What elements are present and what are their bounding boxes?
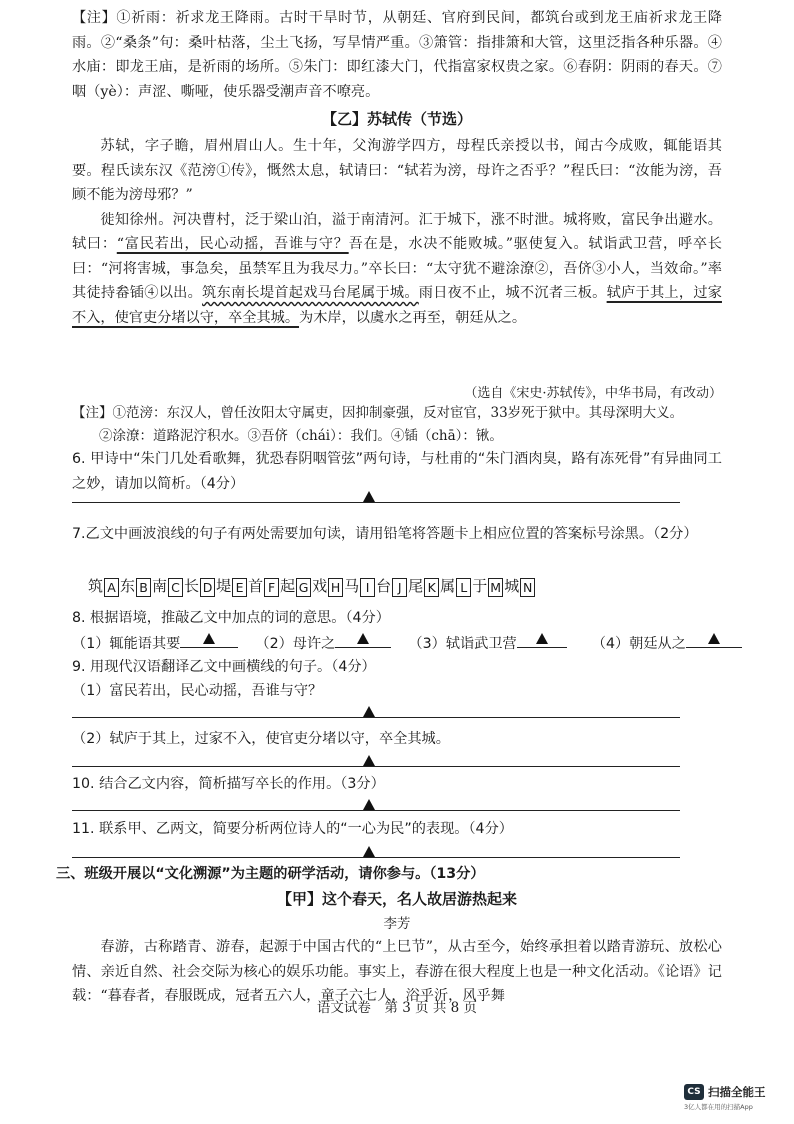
title-yi: 【乙】苏轼传（节选）	[321, 110, 472, 128]
question-8: 8. 根据语境，推敲乙文中加点的词的意思。（4分）	[72, 610, 390, 626]
note-block-1	[72, 6, 722, 104]
note-block-2	[72, 402, 722, 448]
question-10: 10. 结合乙文内容，简析描写卒长的作用。（3分）	[72, 776, 385, 792]
answer-line-10[interactable]	[72, 810, 680, 811]
q7-char: 南	[152, 577, 168, 595]
q8-item-1: （1）辄能语其要	[72, 636, 181, 652]
passage-jia-p1: 春游，古称踏青、游春，起源于中国古代的“上巳节”，从古至今，始终承担着以踏青游玩、放松心情、亲近自然、社会交际为核心的娱乐功能。事实上，春游在很大程度上也是一种文化活动。《论语》记载：“暮春者，春服既成，冠者五六人，童子六七人，浴乎沂，风乎舞	[72, 939, 722, 1004]
q8-items	[72, 632, 722, 657]
q7-option-box-b[interactable]: B	[136, 578, 151, 597]
q7-char: 戏	[312, 577, 328, 595]
q7-char: 堤	[216, 577, 232, 595]
answer-line-9-2[interactable]	[72, 766, 680, 767]
triangle-marker-icon	[536, 633, 548, 644]
q7-option-box-g[interactable]: G	[296, 578, 311, 597]
cs-logo-icon: CS	[684, 1084, 704, 1100]
q7-option-box-m[interactable]: M	[488, 578, 503, 597]
q7-option-box-i[interactable]: I	[360, 578, 375, 597]
answer-line-11[interactable]	[72, 857, 680, 858]
q8-blank-2[interactable]	[335, 647, 391, 648]
q8-blank-1[interactable]	[180, 647, 238, 648]
q7-char: 筑	[88, 577, 104, 595]
scanner-watermark	[684, 1084, 766, 1100]
q8-item-3: （3）轼诣武卫营	[408, 636, 517, 652]
q7-option-box-c[interactable]: C	[168, 578, 183, 597]
triangle-marker-icon	[357, 633, 369, 644]
title-jia: 【甲】这个春天，名人故居游热起来	[276, 890, 517, 908]
q8-blank-3[interactable]	[517, 647, 567, 648]
triangle-marker-icon	[363, 706, 375, 717]
q7-char: 马	[344, 577, 360, 595]
page-footer: 语文试卷 第 3 页 共 8 页	[316, 1000, 478, 1016]
triangle-marker-icon	[363, 846, 375, 857]
p2-c: 吾在是，水决不能败城。”驱使复入。轼诣武卫营，呼卒长曰：“河将害城，事急矣，虽禁军且为我尽力。”卒长曰：“太守犹不避涂潦②，吾侪③小人，当效命。”率其徒持畚锸④以出。	[72, 236, 722, 301]
q7-char: 首	[248, 577, 264, 595]
triangle-marker-icon	[363, 491, 375, 502]
question-6: 6. 甲诗中“朱门几处看歌舞，犹恐春阴咽管弦”两句诗，与杜甫的“朱门酒肉臭，路有冻死骨”有异曲同工之妙，请加以简析。（4分）	[72, 451, 722, 492]
triangle-marker-icon	[363, 755, 375, 766]
p2-e: 雨日夜不止，城不沉者三板。	[418, 285, 607, 301]
triangle-marker-icon	[363, 799, 375, 810]
p2-wavy-sentence: 筑东南长堤首起戏马台尾属于城。	[202, 285, 419, 301]
question-11: 11. 联系甲、乙两文，简要分析两位诗人的“一心为民”的表现。（4分）	[72, 821, 513, 837]
q7-char: 尾	[408, 577, 424, 595]
q7-option-box-e[interactable]: E	[232, 578, 247, 597]
q7-char: 东	[120, 577, 136, 595]
q7-option-box-d[interactable]: D	[200, 578, 215, 597]
question-9-1: （1）富民若出，民心动摇，吾谁与守？	[72, 683, 323, 699]
answer-line-9-1[interactable]	[72, 717, 680, 718]
passage-yi	[72, 134, 722, 330]
p2-underlined-1: “富民若出，民心动摇，吾谁与守？	[116, 236, 349, 252]
triangle-marker-icon	[203, 633, 215, 644]
triangle-marker-icon	[708, 633, 720, 644]
note-2-a: 【注】①范滂：东汉人，曾任汝阳太守属吏，因抑制豪强，反对宦官，33岁死于狱中。其母深明大义。	[72, 405, 684, 421]
source-line: （选自《宋史·苏轼传》，中华书局，有改动）	[464, 386, 722, 401]
q7-char: 城	[504, 577, 520, 595]
question-7: 7.乙文中画波浪线的句子有两处需要加句读，请用铅笔将答题卡上相应位置的答案标号涂黑。（2分）	[72, 526, 698, 542]
p2-underlined-2: 轼庐于其上，过家不入，使官吏分堵以守，卒全其城。	[72, 285, 722, 326]
q7-option-box-k[interactable]: K	[424, 578, 439, 597]
q8-item-4: （4）朝廷从之	[591, 636, 686, 652]
q7-char: 属	[440, 577, 456, 595]
author-name: 李芳	[383, 916, 411, 932]
note-1-text: 【注】①祈雨：祈求龙王降雨。古时干旱时节，从朝廷、官府到民间，都筑台或到龙王庙祈求龙王降雨。②“桑条”句：桑叶枯落，尘土飞扬，写旱情严重。③箫管：指排箫和大管，这里泛指各种乐器。④水庙：即龙王庙，是祈雨的场所。⑤朱门：即红漆大门，代指富家权贵之家。⑥春阴：阴雨的春天。⑦咽（yè）：声涩、嘶哑，使乐器受潮声音不嘹亮。	[72, 10, 722, 100]
answer-line-6[interactable]	[72, 502, 680, 503]
q8-blank-4[interactable]	[686, 647, 742, 648]
option-row-q7	[88, 575, 536, 597]
passage-yi-p2	[72, 208, 722, 331]
q8-item-2: （2）母许之	[255, 636, 336, 652]
passage-yi-p1: 苏轼，字子瞻，眉州眉山人。生十年，父洵游学四方，母程氏亲授以书，闻古今成败，辄能语其要。程氏读东汉《范滂①传》，慨然太息，轼请曰：“轼若为滂，母许之否乎？”程氏曰：“汝能为滂，吾顾不能为滂母邪？”	[72, 138, 722, 203]
q7-char: 起	[280, 577, 296, 595]
note-2-b: ②涂潦：道路泥泞积水。③吾侪（chái）：我们。④锸（chā）：锹。	[99, 428, 503, 444]
q7-option-box-f[interactable]: F	[264, 578, 279, 597]
q7-char: 台	[376, 577, 392, 595]
q7-option-box-j[interactable]: J	[392, 578, 407, 597]
q7-option-box-a[interactable]: A	[104, 578, 119, 597]
section-3-heading: 三、班级开展以“文化溯源”为主题的研学活动，请你参与。（13分）	[56, 866, 485, 882]
p2-g: 为木岸，以虞水之再至，朝廷从之。	[299, 309, 527, 326]
question-9: 9. 用现代汉语翻译乙文中画横线的句子。（4分）	[72, 659, 376, 675]
q7-char: 于	[472, 577, 488, 595]
q7-option-box-n[interactable]: N	[520, 578, 535, 597]
q7-option-box-h[interactable]: H	[328, 578, 343, 597]
p2-a: 徙知徐州。河决曹村，泛于梁山泊，溢于南清河。汇于城下，涨不时泄。城将败，富民争出避水。轼曰：	[72, 211, 722, 252]
scanner-slogan: 3亿人都在用的扫描App	[684, 1103, 753, 1111]
scanner-brand-name: 扫描全能王	[708, 1085, 766, 1099]
q7-char: 长	[184, 577, 200, 595]
q7-option-box-l[interactable]: L	[456, 578, 471, 597]
question-9-2: （2）轼庐于其上，过家不入，使官吏分堵以守，卒全其城。	[72, 731, 450, 747]
